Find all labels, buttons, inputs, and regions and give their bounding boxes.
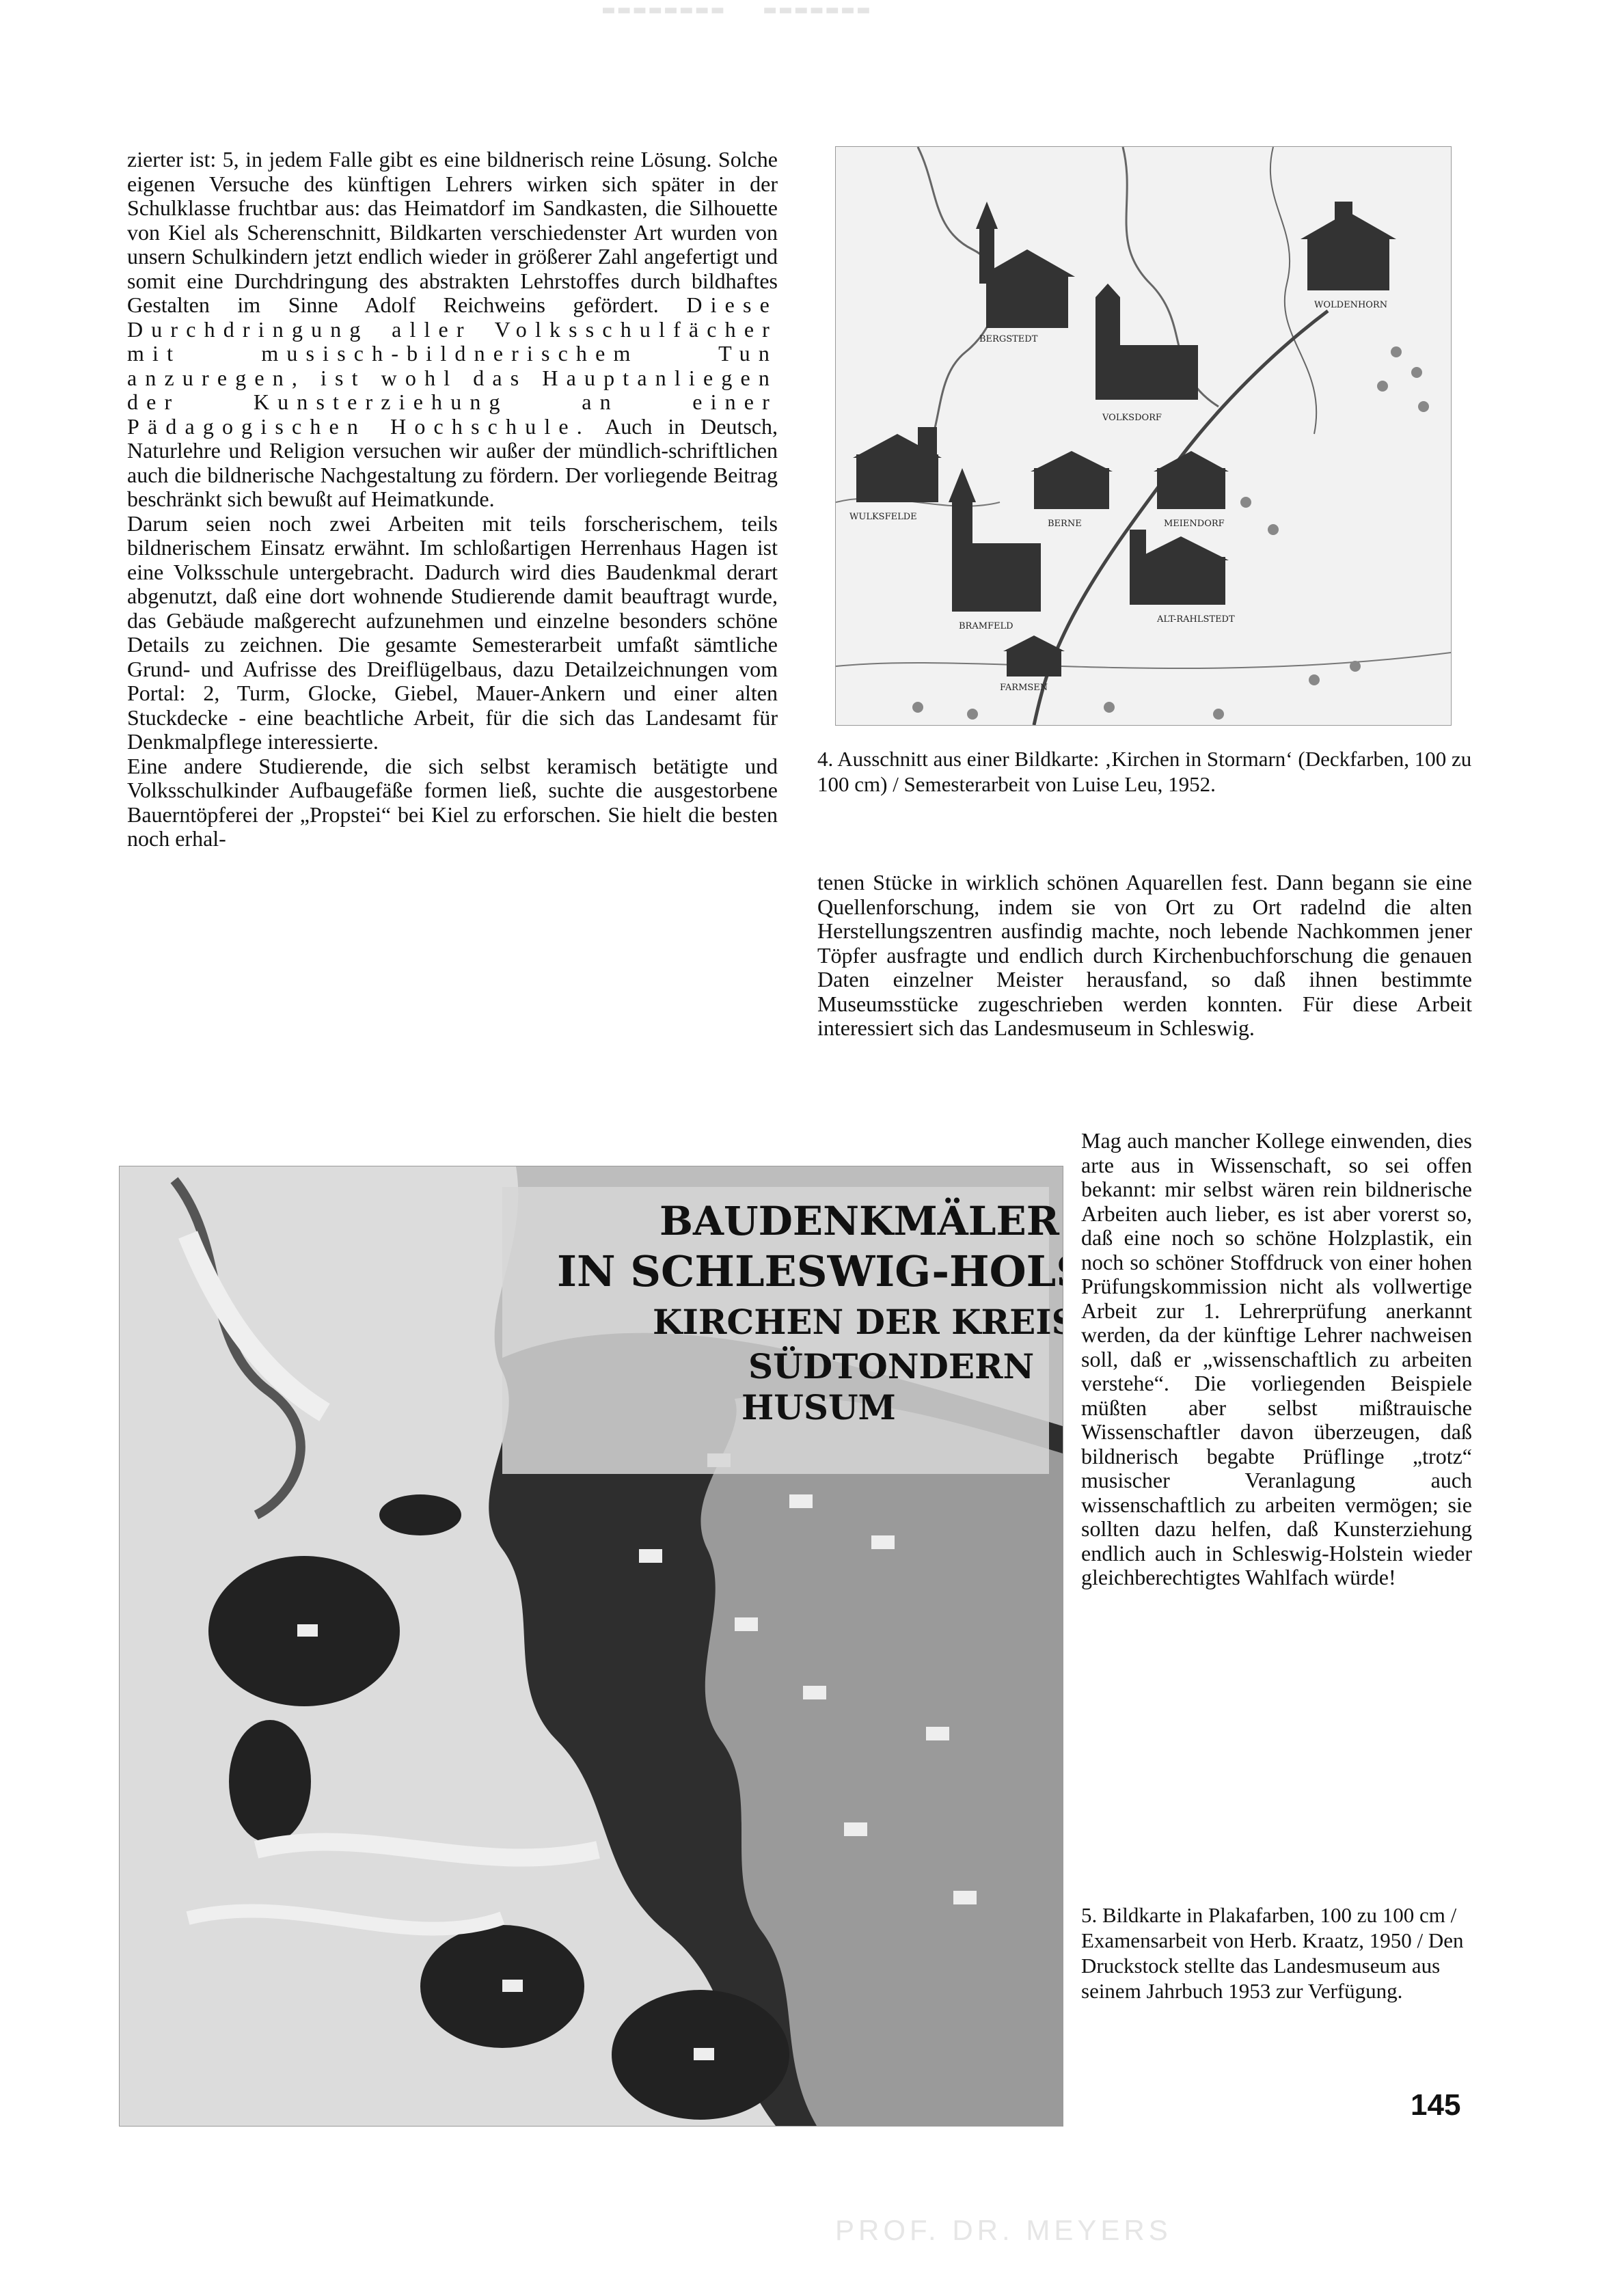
map5-title-line-2: IN SCHLESWIG-HOL	[557, 1246, 1057, 1296]
label-woldenhorn: WOLDENHORN	[1314, 300, 1388, 310]
paragraph-1-spaced-emphasis: Diese Durchdringung aller Volksschulfächer mit musisch-bildnerischem Tun anzuregen, ist wohl das Hauptanliegen der Kunsterziehung an einer Pädagogischen Hochschule.	[127, 292, 778, 439]
figure-4-map-stormarn	[835, 146, 1452, 726]
label-bergstedt: BERGSTEDT	[979, 334, 1038, 344]
paragraph-1-text-b: Auch in Deutsch, Naturlehre und Religion versuchen wir außer der mündlich-schriftlichen auch die bildnerische Nachgestaltung zu fördern. Der vorliegende Beitrag beschränkt sich bewußt auf Heimatkunde.	[127, 413, 778, 511]
figure-4-drawing	[836, 147, 1451, 725]
label-volksdorf: VOLKSDORF	[1102, 413, 1162, 423]
label-bramfeld: BRAMFELD	[959, 621, 1013, 631]
figure-5-caption: 5. Bildkarte in Plakafarben, 100 zu 100 cm / Examensarbeit von Herb. Kraatz, 1950 / Den Druckstock stellte das Landesmuseum aus seinem Jahrbuch 1953 zur Verfügung.	[1081, 1903, 1464, 2003]
label-alt-rahlstedt: ALT-RAHLSTEDT	[1157, 614, 1235, 625]
text-column-narrow	[1081, 1129, 1472, 1590]
map5-title-line-5: HUSUM	[741, 1387, 896, 1427]
map5-title-line-4: SÜDTONDERN	[748, 1346, 1035, 1386]
page-number: 145	[1411, 2088, 1461, 2122]
label-meiendorf: MEIENDORF	[1164, 519, 1225, 529]
paragraph-4: tenen Stücke in wirklich schönen Aquarellen fest. Dann begann sie eine Quellenforschung, indem sie von Ort zu Ort radelnd die alten Herstellungszentren ausfindig machte, noch lebende Nachkommen jener Töpfer ausfragte und endlich durch Kirchenbuchforschung die genauen Daten einzelner Meister herausfand, so daß ihnen bestimmte Museumsstücke zugeschrieben werden konnten. Für diese Arbeit interessiert sich das Landesmuseum in Schleswig.	[817, 870, 1472, 1040]
scan-marks: ▬▬▬▬▬▬▬▬ ▬▬▬▬▬▬▬	[601, 1, 872, 18]
paragraph-1-text-a: zierter ist: 5, in jedem Falle gibt es eine bildnerisch reine Lösung. Solche eigenen Versuche des künftigen Lehrers wirken sich später in der Schulklasse fruchtbar aus: das Heimatdorf im Sandkasten, die Silhouette von Kiel als Scherenschnitt, Bildkarten verschiedenster Art wurden von unsern Schulkindern jetzt endlich wieder in größerer Zahl angefertigt und somit eine Durchdringung des abstrakten Lehrstoffes durch bildhaftes Gestalten im Sinne Adolf Reichweins gefördert.	[127, 147, 778, 317]
label-wulksfelde: WULKSFELDE	[849, 512, 917, 522]
figure-5-map-schleswig-holstein	[119, 1166, 1063, 2127]
text-column-left	[127, 148, 778, 851]
paragraph-2: Darum seien noch zwei Arbeiten mit teils forscherischem, teils bildnerischem Einsatz erwähnt. Im schloßartigen Herrenhaus Hagen ist eine Volksschule untergebracht. Dadurch wird dies Baudenkmal derart abgenutzt, daß eine dort wohnende Studierende damit beauftragt wurde, das Gebäude maßgerecht aufzunehmen und einzelne besonders schöne Details zu zeichnen. Die gesamte Semesterarbeit umfaßt sämtliche Grund- und Aufrisse des Dreiflügelbaus, dazu Detailzeichnungen vom Portal: 2, Turm, Glocke, Giebel, Mauer-Ankern und einer alten Stuckdecke - eine beachtliche Arbeit, für die sich das Landesamt für Denkmalpflege interessierte.	[127, 510, 778, 754]
library-stamp: PROF. DR. MEYERS	[835, 2214, 1172, 2246]
label-berne: BERNE	[1048, 519, 1082, 529]
paragraph-5: Mag auch mancher Kollege einwenden, dies arte aus in Wissenschaft, so sei offen bekannt: mir selbst wären rein bildnerische Arbeiten auch lieber, es ist aber vorerst so, daß eine noch so schöne Holzplastik, ein noch so schöner Stoffdruck von einer hohen Prüfungskommission nicht als vollwertige Arbeit zur 1. Lehrerprüfung anerkannt werden, da der künftige Lehrer nachweisen soll, daß er „wissenschaftlich zu arbeiten verstehe“. Die vorliegenden Beispiele müßten aber selbst mißtrauische Wissenschaftler davon überzeugen, daß bildnerisch begabte Prüflinge „trotz“ musischer Veranlagung auch wissenschaftlich zu arbeiten vermögen; sie sollten dazu helfen, daß Kunsterziehung endlich auch in Schleswig-Holstein wieder gleichberechtigtes Wahlfach würde!	[1081, 1128, 1472, 1589]
paragraph-1	[127, 148, 778, 512]
figure-5-drawing	[120, 1166, 1063, 2126]
paragraph-3: Eine andere Studierende, die sich selbst keramisch betätigte und Volksschulkinder Aufbaugefäße formen ließ, suchte die ausgestorbene Bauerntöpferei der „Propstei“ bei Kiel zu erforschen. Sie hielt die besten noch erhal-	[127, 753, 778, 851]
map5-title-line-1: BAUDENKMÄLER	[659, 1198, 1059, 1244]
map5-title-line-3: KIRCHEN DER KREI	[653, 1302, 1052, 1342]
text-column-right	[817, 871, 1472, 1041]
figure-4-caption: 4. Ausschnitt aus einer Bildkarte: ‚Kirchen in Stormarn‘ (Deckfarben, 100 zu 100 cm) / Semesterarbeit von Luise Leu, 1952.	[817, 747, 1472, 796]
label-farmsen: FARMSEN	[1000, 683, 1048, 693]
